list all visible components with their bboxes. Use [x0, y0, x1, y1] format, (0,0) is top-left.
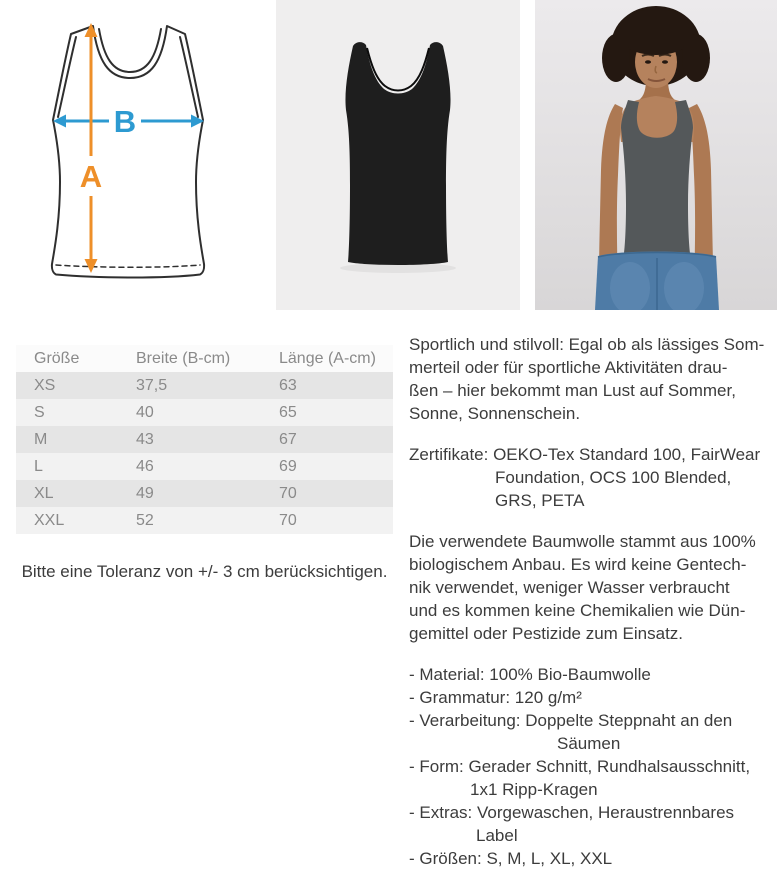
description-paragraph: [409, 443, 775, 512]
table-row: [16, 399, 393, 426]
description-line: - Größen: S, M, L, XL, XXL: [409, 849, 613, 868]
length-label: A: [79, 159, 103, 194]
description-line: merteil oder für sportliche Aktivitäten drau-: [409, 358, 728, 377]
table-cell: L: [16, 453, 136, 480]
description-line: Die verwendete Baumwolle stammt aus 100%: [409, 532, 756, 551]
table-row: [16, 426, 393, 453]
black-tank-illustration: [276, 0, 520, 310]
size-table-header: [16, 345, 393, 372]
table-cell: S: [16, 399, 136, 426]
table-cell: 49: [136, 480, 279, 507]
description-line: Sportlich und stilvoll: Egal ob als lässiges Som-: [409, 335, 765, 354]
description: [409, 333, 775, 888]
table-cell: M: [16, 426, 136, 453]
width-label: B: [113, 104, 137, 139]
table-cell: 52: [136, 507, 279, 534]
product-photo-model: [535, 0, 777, 310]
description-line: - Verarbeitung: Doppelte Steppnaht an den: [409, 711, 733, 730]
description-line: Foundation, OCS 100 Blended,: [495, 468, 732, 487]
table-cell: 46: [136, 453, 279, 480]
table-cell: 67: [279, 426, 393, 453]
table-cell: 70: [279, 507, 393, 534]
neckline-inner-line: [99, 29, 161, 72]
column-header-laenge: Länge (A-cm): [279, 345, 393, 372]
black-tank-shape: [345, 42, 450, 265]
description-line: und es kommen keine Chemikalien wie Dün-: [409, 601, 746, 620]
description-line: Label: [476, 826, 518, 845]
table-row: [16, 453, 393, 480]
column-header-breite: Breite (B-cm): [136, 345, 279, 372]
table-cell: 69: [279, 453, 393, 480]
hair-side-right: [682, 34, 710, 82]
description-line: - Material: 100% Bio-Baumwolle: [409, 665, 651, 684]
description-line: gemittel oder Pestizide zum Einsatz.: [409, 624, 684, 643]
header-row: [16, 345, 393, 372]
description-paragraph: [409, 333, 775, 425]
description-line: Säumen: [557, 734, 621, 753]
table-cell: 40: [136, 399, 279, 426]
description-line: biologischem Anbau. Es wird keine Gentech-: [409, 555, 747, 574]
description-line: Sonne, Sonnenschein.: [409, 404, 581, 423]
description-line: ßen – hier bekommt man Lust auf Sommer,: [409, 381, 736, 400]
table-row: [16, 480, 393, 507]
description-line: - Grammatur: 120 g/m²: [409, 688, 582, 707]
table-cell: 43: [136, 426, 279, 453]
description-line: GRS, PETA: [495, 491, 585, 510]
table-cell: XS: [16, 372, 136, 399]
description-paragraph: [409, 663, 775, 870]
table-row: [16, 372, 393, 399]
description-line: - Extras: Vorgewaschen, Heraustrennbares: [409, 803, 735, 822]
description-line: - Form: Gerader Schnitt, Rundhalsausschnitt,: [409, 757, 751, 776]
table-cell: 63: [279, 372, 393, 399]
table-cell: XXL: [16, 507, 136, 534]
description-line: nik verwendet, weniger Wasser verbraucht: [409, 578, 730, 597]
table-cell: XL: [16, 480, 136, 507]
description-line: 1x1 Ripp-Kragen: [470, 780, 598, 799]
size-table: [16, 345, 393, 534]
table-row: [16, 507, 393, 534]
table-cell: 70: [279, 480, 393, 507]
eye-right: [662, 60, 668, 64]
column-header-groesse: Größe: [16, 345, 136, 372]
hair-side-left: [602, 34, 630, 82]
eye-left: [645, 60, 651, 64]
tank-outline: [52, 26, 204, 278]
size-table-body: [16, 372, 393, 534]
table-cell: 37,5: [136, 372, 279, 399]
tolerance-note: Bitte eine Toleranz von +/- 3 cm berücksichtigen.: [21, 562, 388, 581]
description-paragraph: [409, 530, 775, 645]
table-cell: 65: [279, 399, 393, 426]
size-diagram-svg: [20, 10, 250, 300]
product-photo-black-tank: [276, 0, 520, 310]
size-diagram: [20, 10, 250, 300]
description-line: Zertifikate: OEKO-Tex Standard 100, FairWear: [409, 445, 761, 464]
model-illustration: [535, 0, 777, 310]
